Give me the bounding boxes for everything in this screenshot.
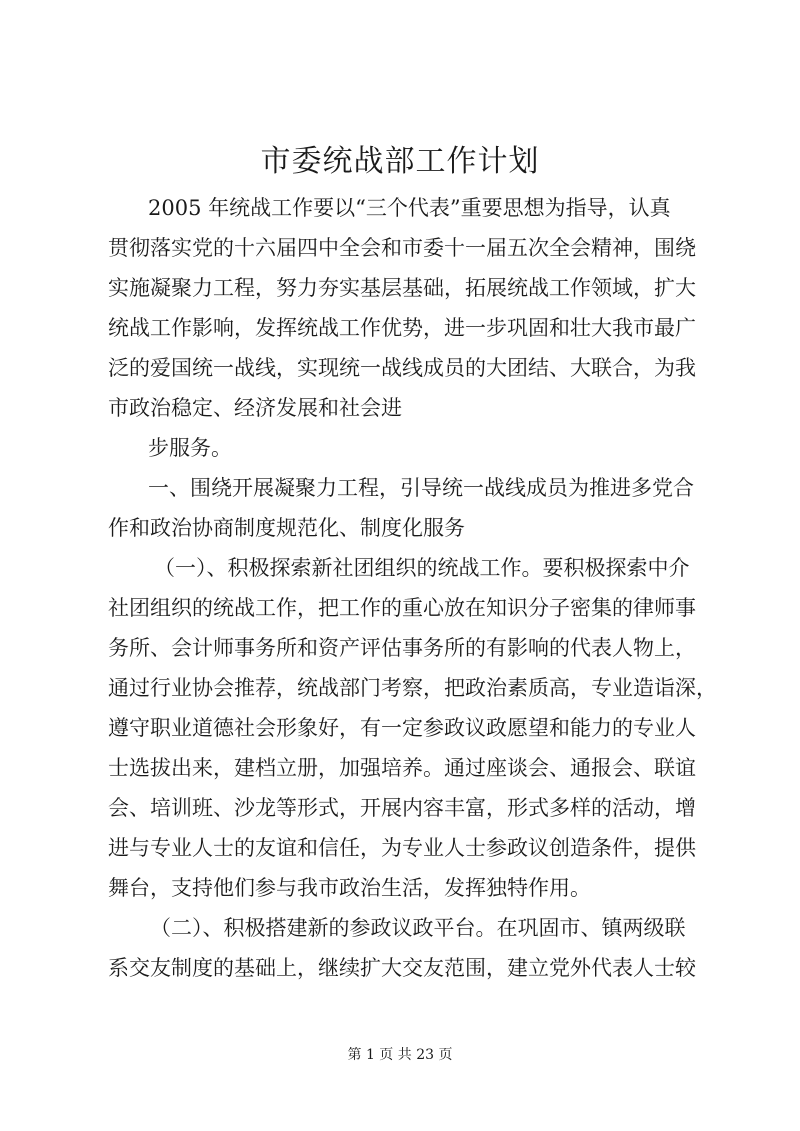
body-line: 舞台，支持他们参与我市政治生活，发挥独特作用。 (108, 876, 591, 900)
body-line: 步服务。 (148, 436, 232, 460)
body-line: 通过行业协会推荐，统战部门考察，把政治素质高，专业造诣深， (108, 676, 717, 700)
body-line: 遵守职业道德社会形象好，有一定参政议政愿望和能力的专业人 (108, 716, 696, 740)
body-line: 进与专业人士的友谊和信任，为专业人士参政议创造条件，提供 (108, 836, 696, 860)
body-line: 会、培训班、沙龙等形式，开展内容丰富，形式多样的活动，增 (108, 796, 696, 820)
body-line: 作和政治协商制度规范化、制度化服务 (108, 516, 465, 540)
body-line: 市政治稳定、经济发展和社会进 (108, 396, 402, 420)
page-number-footer: 第 1 页 共 23 页 (347, 1047, 453, 1063)
body-line: 统战工作影响，发挥统战工作优势，进一步巩固和壮大我市最广 (108, 316, 696, 340)
body-line: 泛的爱国统一战线，实现统一战线成员的大团结、大联合，为我 (108, 356, 696, 380)
body-line: 系交友制度的基础上，继续扩大交友范围，建立党外代表人士较 (108, 956, 696, 980)
body-line: 贯彻落实党的十六届四中全会和市委十一届五次全会精神，围绕 (108, 236, 696, 260)
body-line: （一）、积极探索新社团组织的统战工作。要积极探索中介 (154, 556, 690, 580)
body-line: 2005 年统战工作要以“三个代表”重要思想为指导，认真 (148, 196, 671, 220)
body-line: 社团组织的统战工作，把工作的重心放在知识分子密集的律师事 (108, 596, 696, 620)
document-title: 市委统战部工作计划 (260, 144, 540, 179)
body-line: 实施凝聚力工程，努力夯实基层基础，拓展统战工作领域，扩大 (108, 276, 696, 300)
body-line: 一、围绕开展凝聚力工程，引导统一战线成员为推进多党合 (148, 476, 694, 500)
body-line: 士选拔出来，建档立册，加强培养。通过座谈会、通报会、联谊 (108, 756, 696, 780)
body-line: （二）、积极搭建新的参政议政平台。在巩固市、镇两级联 (150, 916, 686, 940)
body-line: 务所、会计师事务所和资产评估事务所的有影响的代表人物上， (108, 636, 696, 660)
